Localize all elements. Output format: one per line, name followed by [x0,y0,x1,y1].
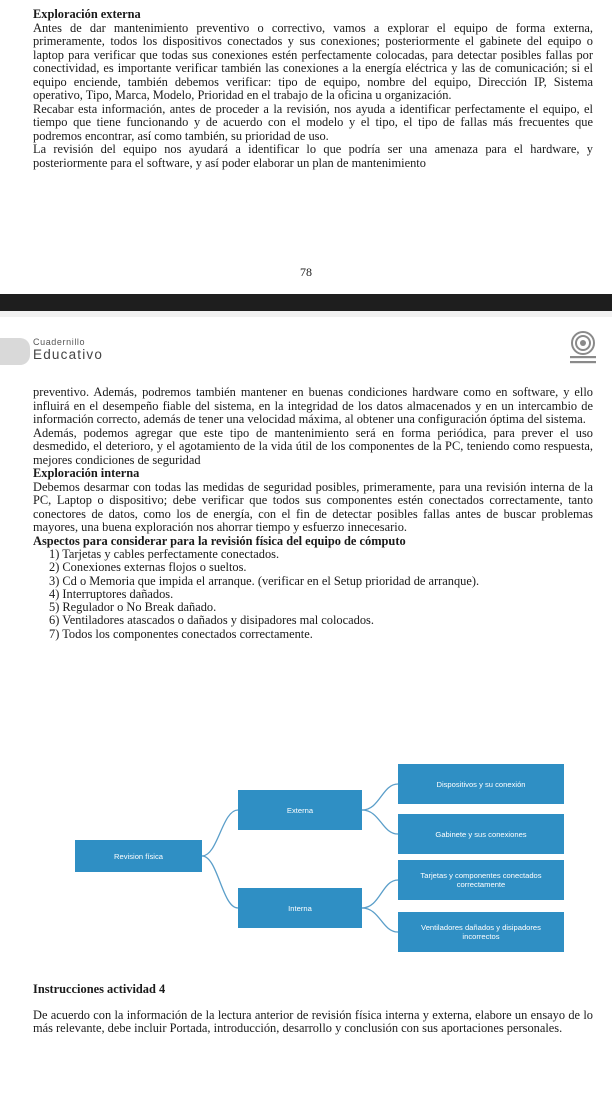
diagram-node-cards: Tarjetas y componentes conectados correctamente [398,860,564,900]
list-item: 3) Cd o Memoria que impida el arranque. (verificar en el Setup prioridad de arranque). [49,573,480,588]
list-item: 2) Conexiones externas flojos o sueltos. [49,560,247,575]
paragraph: Antes de dar mantenimiento preventivo o correctivo, vamos a explorar el equipo de forma externa, primeramente, todos los dispositivos conectados y sus conexiones; posteriormente el gabinete del equipo o laptop para verificar que todas sus conexiones estén perfectamente colocadas, para detectar posibles fallas por conectividad, es importante verificar también las conexiones a la energía eléctrica y las de comunicación; si el equipo enciende, también debemos verificar: tipo de equipo, nombre del equipo, Dirección IP, Sistema operativo, Tipo, Marca, Modelo, Prioridad en el trabajo de la oficina u organización. [33,20,593,102]
list-item: 7) Todos los componentes conectados correctamente. [49,626,313,641]
paragraph: La revisión del equipo nos ayudará a identificar lo que podría ser una amenaza para el hardware, y posteriormente para el software, y así poder elaborar un plan de mantenimiento [33,142,593,170]
diagram-node-root: Revision física [75,840,202,872]
diagram-node-cabinet: Gabinete y sus conexiones [398,814,564,854]
paragraph: Debemos desarmar con todas las medidas de seguridad posibles, primeramente, para una revisión interna de la PC, Laptop o dispositivo; debe verificar que todos sus componentes estén conectados correctamente, tanto conectores de datos, como los de energía, con el fin de detectar posibles fallas antes de buscar problemas mayores, una buena exploración nos ahorrar tiempo y esfuerzo innecesario. [33,479,593,534]
activity-section [33,983,593,1036]
paragraph: preventivo. Además, podremos también mantener en buenas condiciones hardware como en software, y ello influirá en el desempeño fiable del sistema, en la integridad de los datos almacenados y en un intercambio de información correcto, además de tener una velocidad máxima, al obtener una configuración óptima del sistema. [33,385,593,426]
external-exploration-section [33,8,593,170]
brand-tab [0,338,30,365]
second-page-section [33,386,593,641]
brand-title: Educativo [33,347,104,362]
diagram-node-devices: Dispositivos y su conexión [398,764,564,804]
paragraph: Además, podemos agregar que este tipo de mantenimiento será en forma periódica, para prever el uso desmedido, el deterioro, y el agotamiento de la vida útil de los componentes de la PC, teniendo como respuesta, mejores condiciones de seguridad [33,425,593,467]
revision-diagram [0,760,612,960]
aspects-list [33,548,593,641]
section-heading-external: Exploración externa [33,7,141,21]
list-item: 4) Interruptores dañados. [49,586,174,601]
cuadernillo-logo-icon [568,330,598,366]
diagram-node-internal: Interna [238,888,362,928]
diagram-node-external: Externa [238,790,362,830]
activity-heading: Instrucciones actividad 4 [33,982,166,996]
diagram-node-fans: Ventiladores dañados y disipadores incorrectos [398,912,564,952]
page-number: 78 [300,265,312,279]
brand-small-label: Cuadernillo [33,337,86,347]
section-heading-internal: Exploración interna [33,466,140,480]
paragraph: Recabar esta información, antes de proceder a la revisión, nos ayuda a identificar perfectamente el equipo, el tiempo que tiene funcionando y de acuerdo con el modelo y el tipo, el tipo de fallas más frecuentes que podremos encontrar, así como también, su prioridad de uso. [33,101,593,143]
aspects-heading: Aspectos para considerar para la revisión física del equipo de cómputo [33,533,406,548]
list-item: 1) Tarjetas y cables perfectamente conectados. [49,547,280,561]
list-item: 5) Regulador o No Break dañado. [49,600,217,615]
activity-text: De acuerdo con la información de la lectura anterior de revisión física interna y externa, elabore un ensayo de lo más relevante, debe incluir Portada, introducción, desarrollo y conclusión con sus aportaciones personales. [33,1007,593,1035]
page-divider [0,294,612,311]
page-divider-shadow [0,311,612,317]
list-item: 6) Ventiladores atascados o dañados y disipadores mal colocados. [49,613,374,628]
